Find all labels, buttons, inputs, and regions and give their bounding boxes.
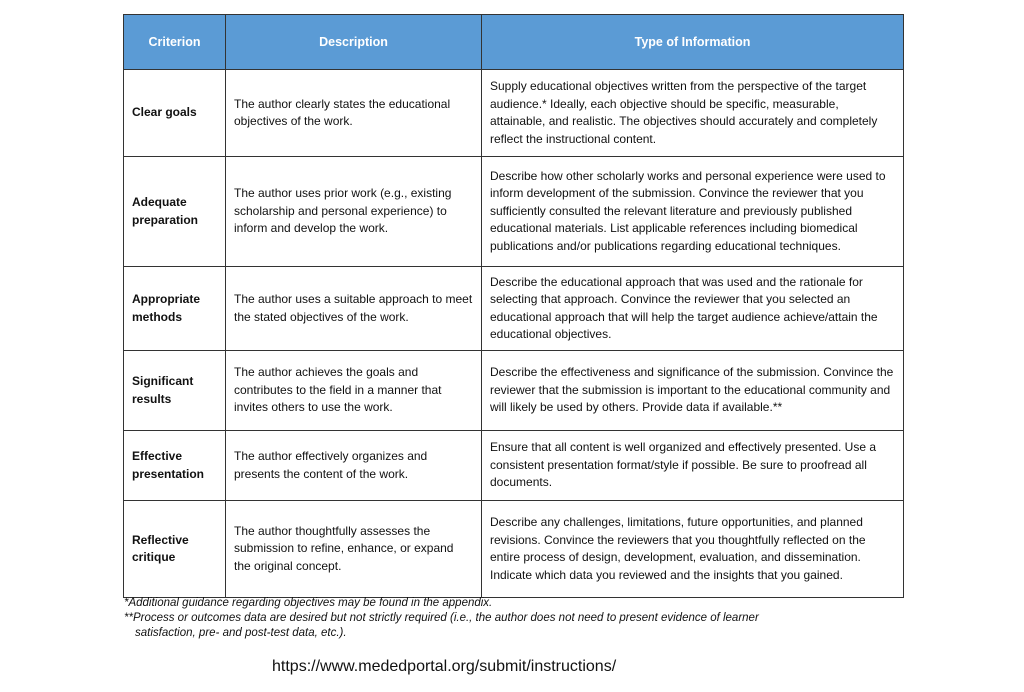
info-cell: Supply educational objectives written from the perspective of the target audience.* Ideally, each objective should be specific, measurable, attainable, and realistic. The objectives should accurately and completely reflect the instructional content. [482, 70, 904, 157]
footnote-data-line1: **Process or outcomes data are desired but not strictly required (i.e., the author does not need to present evidence of learner [124, 612, 759, 624]
description-cell: The author thoughtfully assesses the submission to refine, enhance, or expand the original concept. [226, 501, 482, 598]
info-cell: Describe any challenges, limitations, future opportunities, and planned revisions. Convince the reviewers that you thoughtfully reflected on the entire process of design, development, evaluation, and dissemination. Indicate which data you reviewed and the insights that you gained. [482, 501, 904, 598]
info-cell: Describe the effectiveness and significance of the submission. Convince the reviewer that the submission is important to the educational community and will likely be used by others. Provide data if available.** [482, 351, 904, 431]
description-cell: The author effectively organizes and presents the content of the work. [226, 431, 482, 501]
footnote-data-line2: satisfaction, pre- and post-test data, etc.). [135, 627, 347, 639]
table-row [124, 267, 904, 351]
source-url: https://www.mededportal.org/submit/instructions/ [272, 658, 617, 675]
criterion-cell: Significant results [124, 351, 226, 431]
description-cell: The author clearly states the educational objectives of the work. [226, 70, 482, 157]
header-type-of-information: Type of Information [482, 15, 904, 70]
info-cell: Ensure that all content is well organized and effectively presented. Use a consistent presentation format/style if possible. Be sure to proofread all documents. [482, 431, 904, 501]
table-row [124, 70, 904, 157]
header-description: Description [226, 15, 482, 70]
header-row [124, 15, 904, 70]
criterion-cell: Clear goals [124, 70, 226, 157]
footnote-objectives: *Additional guidance regarding objectives may be found in the appendix. [124, 597, 493, 609]
criterion-cell: Appropriate methods [124, 267, 226, 351]
criterion-cell: Reflective critique [124, 501, 226, 598]
table-row [124, 501, 904, 598]
criteria-table [123, 14, 904, 598]
header-criterion: Criterion [124, 15, 226, 70]
footnotes [124, 596, 759, 641]
description-cell: The author uses a suitable approach to meet the stated objectives of the work. [226, 267, 482, 351]
criterion-cell: Adequate preparation [124, 157, 226, 267]
info-cell: Describe how other scholarly works and personal experience were used to inform development of the submission. Convince the reviewer that you sufficiently consulted the relevant literature and previously published educational materials. List applicable references including biomedical publications and/or publications regarding educational techniques. [482, 157, 904, 267]
table-row [124, 431, 904, 501]
table-row [124, 157, 904, 267]
criterion-cell: Effective presentation [124, 431, 226, 501]
table-row [124, 351, 904, 431]
info-cell: Describe the educational approach that was used and the rationale for selecting that approach. Convince the reviewer that you selected an educational approach that will help the target audience achieve/attain the educational objectives. [482, 267, 904, 351]
description-cell: The author uses prior work (e.g., existing scholarship and personal experience) to inform and develop the work. [226, 157, 482, 267]
description-cell: The author achieves the goals and contributes to the field in a manner that invites others to use the work. [226, 351, 482, 431]
